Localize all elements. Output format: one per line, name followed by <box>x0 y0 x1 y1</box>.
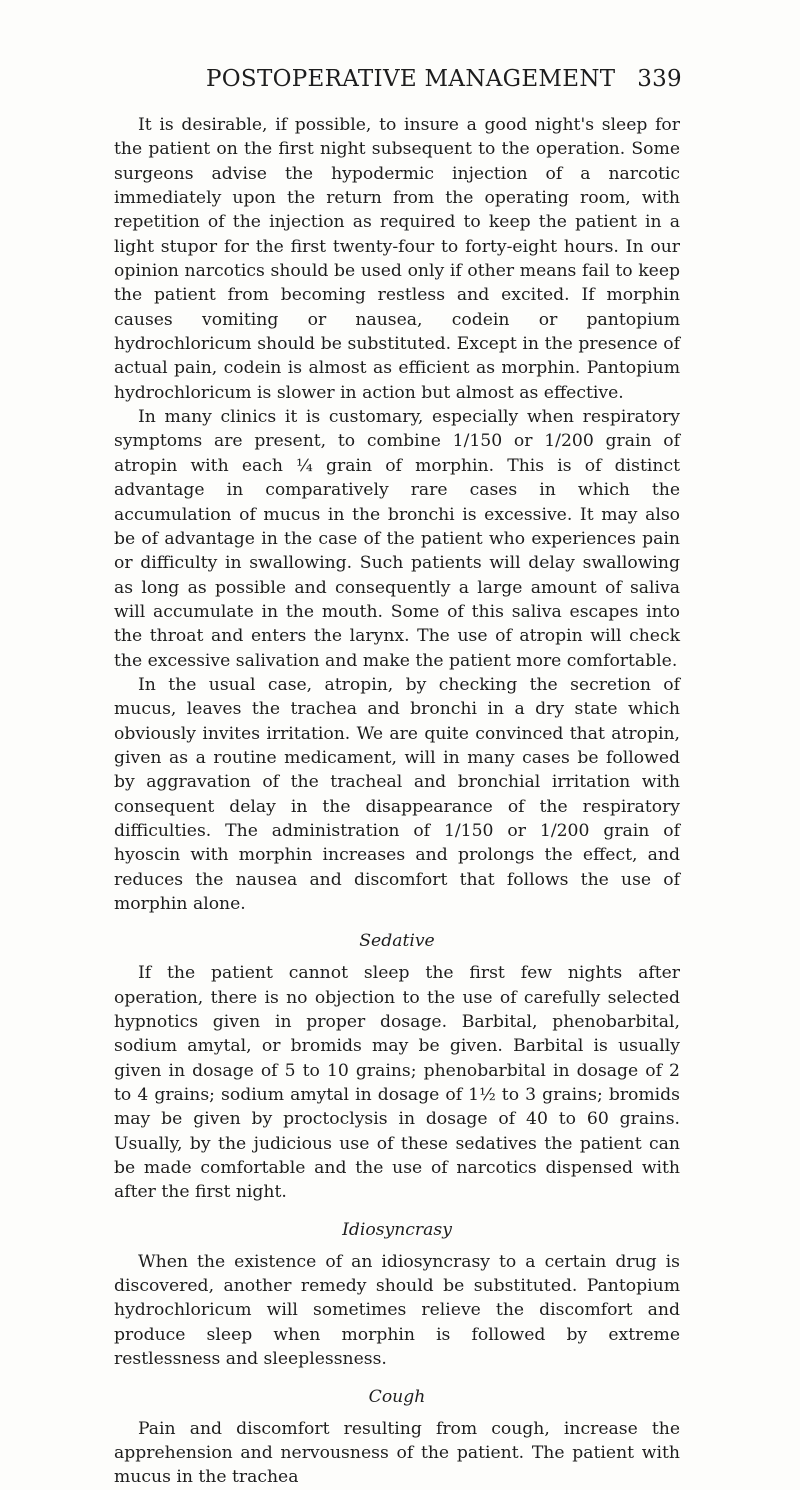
running-head <box>114 66 682 102</box>
running-title: POSTOPERATIVE MANAGEMENT <box>206 66 616 92</box>
heading-idiosyncrasy: Idiosyncrasy <box>342 1219 452 1240</box>
paragraph-cough: Pain and discomfort resulting from cough, increase the apprehension and nervousness of the patient. The patient with mucus in the trachea <box>114 1418 680 1488</box>
page-number: 339 <box>637 66 682 92</box>
body-text <box>114 113 680 1490</box>
heading-sedative: Sedative <box>359 931 435 952</box>
paragraph-night-sleep: It is desirable, if possible, to insure a good night's sleep for the patient on the first night subsequent to the operation. Some surgeons advise the hypodermic injection of a narcotic immediately upon the return from the operating room, with repetition of the injection as required to keep the patient in a light stupor for the first twenty-four to forty-eight hours. In our opinion narcotics should be used only if other means fail to keep the patient from becoming restless and excited. If morphin causes vomiting or nausea, codein or pantopium hydrochloricum should be substituted. Except in the presence of actual pain, codein is almost as efficient as morphin. Pantopium hydrochloricum is slower in action but almost as effective. <box>114 115 680 403</box>
paragraph-idiosyncrasy: When the existence of an idiosyncrasy to a certain drug is discovered, another remedy should be substituted. Pantopium hydrochloricum will sometimes relieve the discomfort and produce sleep when morphin is followed by extreme restlessness and sleeplessness. <box>114 1251 680 1370</box>
heading-cough: Cough <box>368 1386 426 1407</box>
paragraph-atropin-usual-case: In the usual case, atropin, by checking the secretion of mucus, leaves the trachea and bronchi in a dry state which obviously invites irritation. We are quite convinced that atropin, given as a routine medicament, will in many cases be followed by aggravation of the tracheal and bronchial irritation with consequent delay in the disappearance of the respiratory difficulties. The administration of 1/150 or 1/200 grain of hyoscin with morphin increases and prolongs the effect, and reduces the nausea and discomfort that follows the use of morphin alone. <box>114 674 680 914</box>
paragraph-sedative: If the patient cannot sleep the first few nights after operation, there is no objection to the use of carefully selected hypnotics given in proper dosage. Barbital, phenobarbital, sodium amytal, or bromids may be given. Barbital is usually given in dosage of 5 to 10 grains; phenobarbital in dosage of 2 to 4 grains; sodium amytal in dosage of 1½ to 3 grains; bromids may be given by proctoclysis in dosage of 40 to 60 grains. Usually, by the judicious use of these sedatives the patient can be made comfortable and the use of narcotics dispensed with after the first night. <box>114 963 680 1203</box>
paragraph-atropin-combination: In many clinics it is customary, especially when respiratory symptoms are present, to combine 1/150 or 1/200 grain of atropin with each ¼ grain of morphin. This is of distinct advantage in comparatively rare cases in which the accumulation of mucus in the bronchi is excessive. It may also be of advantage in the case of the patient who experiences pain or difficulty in swallowing. Such patients will delay swallowing as long as possible and consequently a large amount of saliva will accumulate in the mouth. Some of this saliva escapes into the throat and enters the larynx. The use of atropin will check the excessive salivation and make the patient more comfortable. <box>114 407 680 671</box>
